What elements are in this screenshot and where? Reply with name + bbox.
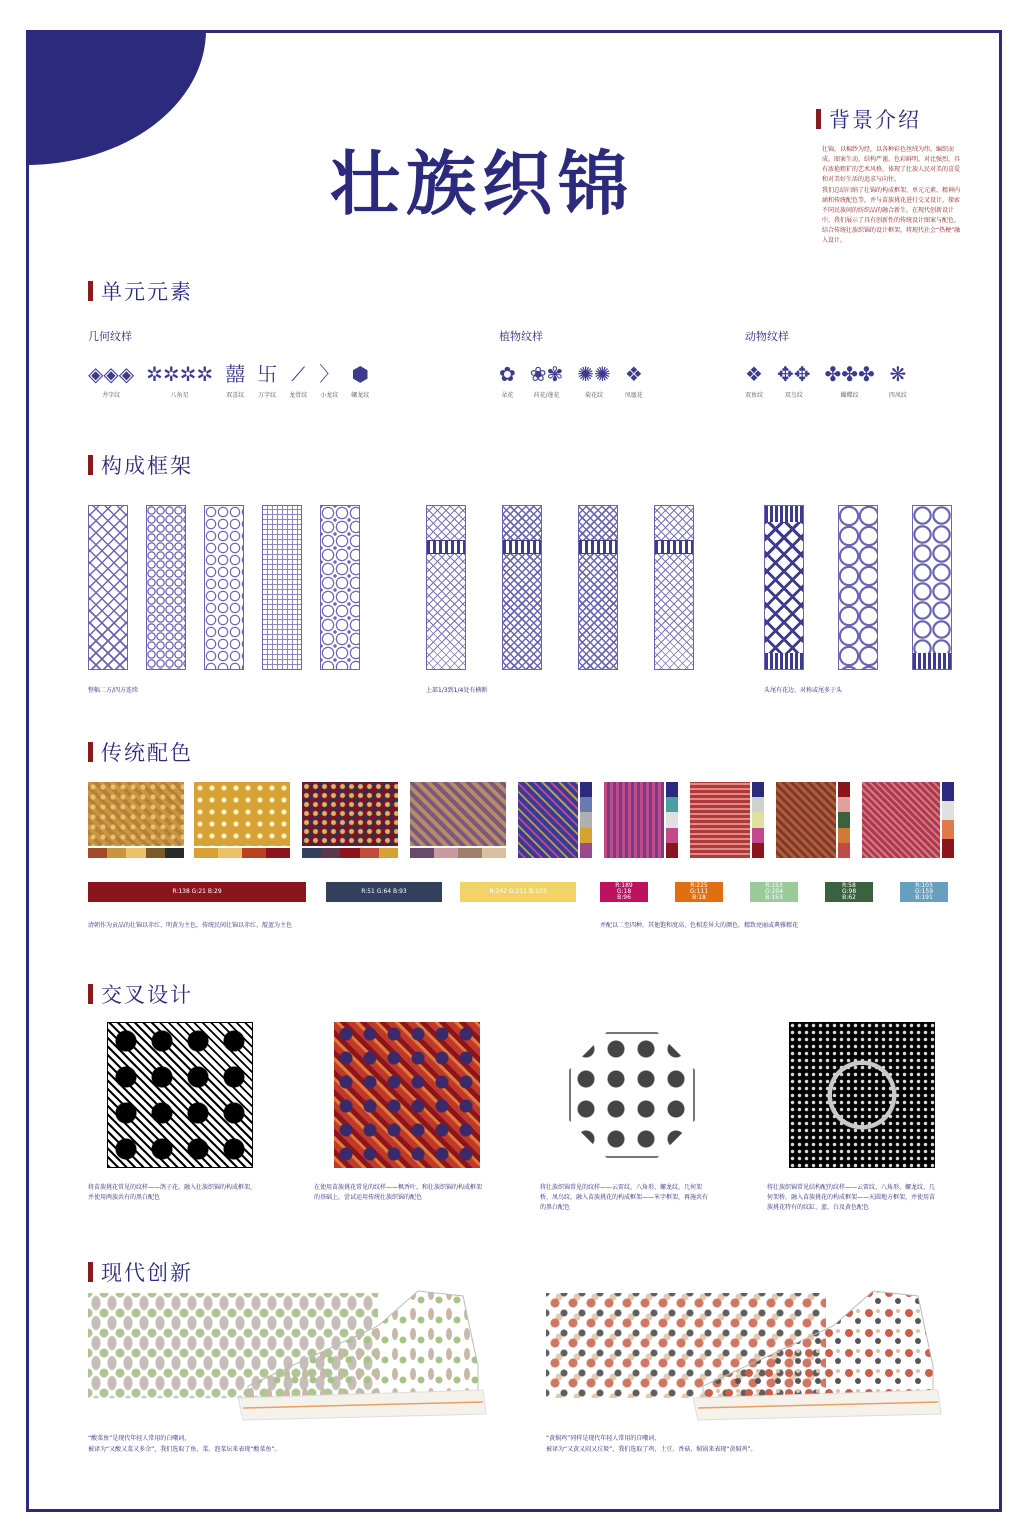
color-strip: [838, 782, 850, 858]
motif-icon: ✺✺: [577, 362, 611, 386]
section-title: 交叉设计: [101, 983, 193, 1007]
cross-design-3: [569, 1032, 695, 1158]
brocade-sample: [194, 782, 290, 858]
section-title: 构成框架: [101, 454, 193, 478]
color-strip: [666, 782, 678, 858]
modern-caption-2: [546, 1433, 756, 1455]
color-bar: [410, 848, 506, 858]
modern-caption-1: [88, 1433, 280, 1455]
motif-label: 万字纹: [258, 392, 277, 399]
brocade-image: [518, 782, 578, 858]
cross-design-4: [789, 1022, 935, 1168]
motif-item: [777, 362, 811, 399]
framework-note: 头尾有花边、对称或尾多于头: [764, 687, 843, 694]
brocade-sample: [604, 782, 664, 858]
geometric-heading: 几何纹样: [88, 330, 132, 343]
cross-caption: 将壮族织锦常见的纹样——云雷纹、八角形、螺龙纹、几何架桥、凤鸟纹，融入苗族挑花的构成框架——米字框架，再施共有的黑白配色: [540, 1184, 709, 1211]
motif-label: 双鱼纹: [745, 392, 764, 399]
framework-group-3: [764, 505, 952, 670]
color-strip: [752, 782, 764, 858]
sneaker-fish: [228, 1286, 490, 1428]
motif-icon: ✲✲✲✲: [146, 362, 214, 386]
motif-label: 螺龙纹: [351, 392, 370, 399]
brocade-sample: [776, 782, 836, 858]
palette-chip: R:189 G:18 B:96: [600, 882, 648, 902]
border-edge: [765, 506, 803, 522]
cross-caption: 在使用苗族挑花常见的纹样——枫香叶，和壮族织锦的构成框架的基础上，尝试运用传统壮族织锦的配色: [314, 1184, 483, 1201]
palette-chip: R:225 G:111 B:18: [675, 882, 723, 902]
motif-label: 双喜纹: [226, 392, 245, 399]
palette-chip: R:138 G:21 B:29: [88, 882, 306, 902]
caption-line: “酸菜鱼”是现代年轻人常用的白嘲词，: [88, 1435, 191, 1442]
motif-icon: ✤✤✤: [824, 362, 875, 386]
motif-icon: ❀✾: [529, 362, 564, 386]
motif-item: [289, 362, 307, 399]
motif-item: [146, 362, 213, 399]
color-bar: [302, 848, 398, 858]
motif-label: 井字纹: [102, 392, 121, 399]
motif-icon: ❋: [889, 362, 907, 386]
motif-item: [577, 362, 611, 399]
motif-icon: ⬢: [351, 362, 369, 386]
brocade-sample: [862, 782, 940, 858]
motif-icon: 卐: [257, 362, 278, 386]
section-marker: [816, 109, 821, 129]
motif-item: [625, 362, 643, 399]
section-marker: [88, 742, 93, 762]
color-bar: [194, 848, 290, 858]
framework-pattern: [426, 505, 466, 670]
motif-label: 双鸟纹: [784, 392, 803, 399]
palette-chip: R:103 G:159 B:191: [900, 882, 948, 902]
page-title: 壮族织锦: [330, 142, 634, 225]
motif-label: 荷花/莲花: [533, 392, 560, 399]
motif-label: 龙骨纹: [289, 392, 308, 399]
motif-item: [225, 362, 245, 399]
brocade-image: [604, 782, 664, 858]
framework-note: 整幅二方/四方连续: [88, 687, 139, 694]
section-title: 传统配色: [101, 741, 193, 765]
palette-chip: R:153 G:204 B:153: [750, 882, 798, 902]
brocade-sample: [518, 782, 578, 858]
caption-line: 被译为“又黄又闷又垃圾”，我们选取了鸡、土豆、香菇、焖锅来表现“黄焖鸡”。: [546, 1446, 757, 1453]
cross-design-2: [334, 1022, 480, 1168]
framework-pattern: [204, 505, 244, 670]
motif-icon: ◈◈◈: [88, 362, 135, 386]
motif-item: [88, 362, 134, 399]
brocade-sample: [88, 782, 184, 858]
motif-label: 八角星: [170, 392, 189, 399]
motif-label: 蝴蝶纹: [840, 392, 859, 399]
motif-label: 小龙纹: [320, 392, 339, 399]
framework-note: 上部1/3到1/4处有横断: [426, 687, 488, 694]
framework-pattern: [912, 505, 952, 670]
framework-group-1: [88, 505, 360, 670]
palette-chip: R:242 G:211 B:103: [460, 882, 576, 902]
motif-icon: 囍: [225, 362, 246, 386]
intro-paragraph: 我们总结归纳了壮锦的构成框架、单元元素、精神内涵和传统配色等，并与苗族挑花进行交叉设计，探索不同民族间的纺织品的融合新生。在现代创新设计中，我们展示了具有创新性的传统设计图案与配色，结合传统壮族织锦的设计框架，将现代社会“热梗”融入设计。: [822, 187, 961, 244]
framework-pattern: [320, 505, 360, 670]
border-edge: [765, 653, 803, 669]
caption-line: 被译为“又酸又菜又多余”，我们选取了鱼、菜、泡菜坛来表现“酸菜鱼”。: [88, 1446, 281, 1453]
motif-item: [499, 362, 516, 399]
brocade-image: [410, 782, 506, 846]
motif-icon: ❖: [624, 362, 643, 386]
motif-item: [825, 362, 875, 399]
framework-pattern: [262, 505, 302, 670]
framework-pattern: [578, 505, 618, 670]
brocade-sample: [410, 782, 506, 858]
sneaker-chicken: [683, 1286, 945, 1428]
palette-chip: R:58 G:98 B:62: [825, 882, 873, 902]
cross-design-1: [107, 1022, 253, 1168]
section-title: 现代创新: [101, 1261, 193, 1285]
framework-pattern: [764, 505, 804, 670]
brocade-sample: [690, 782, 750, 858]
motif-icon: ❖: [745, 362, 763, 386]
section-cross: [88, 979, 193, 1009]
motif-label: 朵花: [501, 392, 514, 399]
cross-band: [503, 540, 541, 554]
section-marker: [88, 455, 93, 475]
brocade-image: [776, 782, 836, 858]
motif-icon: 〉: [319, 362, 340, 386]
brocade-sample: [302, 782, 398, 858]
cross-band: [579, 540, 617, 554]
section-framework: [88, 450, 193, 480]
cross-band: [427, 540, 465, 554]
colors-note: 清朝作为贡品的壮锦以赤红、明黄为主色，传统民间壮锦以赤红、靛蓝为主色: [88, 922, 293, 929]
section-units: [88, 276, 193, 306]
cross-caption: 将壮族织锦常见结构配的纹样——云雷纹、八角形、螺龙纹、几何架桥，融入苗族挑花的构成框架——天圆地方框架，并使用苗族挑花特有的纹缸、蓝、白及黄色配色: [767, 1184, 936, 1211]
framework-pattern: [654, 505, 694, 670]
framework-pattern: [146, 505, 186, 670]
motif-label: 四凤纹: [888, 392, 907, 399]
motif-icon: ✿: [499, 362, 516, 386]
section-marker: [88, 281, 93, 301]
caption-line: “黄焖鸡”同样是现代年轻人常用的自嘲词，: [546, 1435, 661, 1442]
section-marker: [88, 984, 93, 1004]
motif-item: [351, 362, 369, 399]
animal-motifs: [745, 362, 907, 399]
cross-band: [655, 540, 693, 554]
palette-chip: R:51 G:64 B:93: [326, 882, 442, 902]
brocade-image: [88, 782, 184, 846]
intro-text: [822, 145, 962, 247]
color-strip: [580, 782, 592, 858]
section-background: [816, 104, 921, 134]
brocade-image: [862, 782, 940, 858]
brocade-image: [194, 782, 290, 846]
section-title: 背景介绍: [829, 108, 921, 132]
color-bar: [88, 848, 184, 858]
motif-item: [319, 362, 339, 399]
framework-pattern: [838, 505, 878, 670]
section-marker: [88, 1262, 93, 1282]
animal-heading: 动物纹样: [745, 330, 789, 343]
framework-pattern: [88, 505, 128, 670]
section-title: 单元元素: [101, 280, 193, 304]
framework-pattern: [502, 505, 542, 670]
section-modern: [88, 1257, 193, 1287]
geometric-motifs: [88, 362, 369, 399]
motif-item: [889, 362, 907, 399]
brocade-image: [690, 782, 750, 858]
motif-item: [530, 362, 564, 399]
plant-heading: 植物纹样: [499, 330, 543, 343]
motif-icon: ⟋: [291, 362, 306, 386]
cross-caption: 将苗族挑花常见的纹样——鸽子花，融入壮族织锦的构成框架，并使用两族共有的黑白配色: [88, 1184, 257, 1201]
colors-note: 并配以二至四种，其他饱和度高、色相差异大的颜色，精致亮丽或典雅精花: [600, 922, 799, 929]
motif-item: [745, 362, 763, 399]
motif-label: 凤凰花: [624, 392, 643, 399]
motif-label: 菊花纹: [585, 392, 604, 399]
framework-group-2: [426, 505, 694, 670]
plant-motifs: [499, 362, 643, 399]
motif-icon: ✥✥: [777, 362, 811, 386]
intro-paragraph: 壮锦，以棉纱为经，以各种彩色丝绒为纬，编织而成。图案生动、结构严谨、色彩鲜明，对比强烈，具有浓艳粗犷的艺术风格，体现了壮族人民对美的喜爱和对美好生活的追求与向往。: [822, 146, 961, 183]
motif-item: [257, 362, 277, 399]
brocade-image: [302, 782, 398, 846]
section-colors: [88, 737, 193, 767]
border-edge: [913, 653, 951, 669]
color-strip: [942, 782, 954, 858]
